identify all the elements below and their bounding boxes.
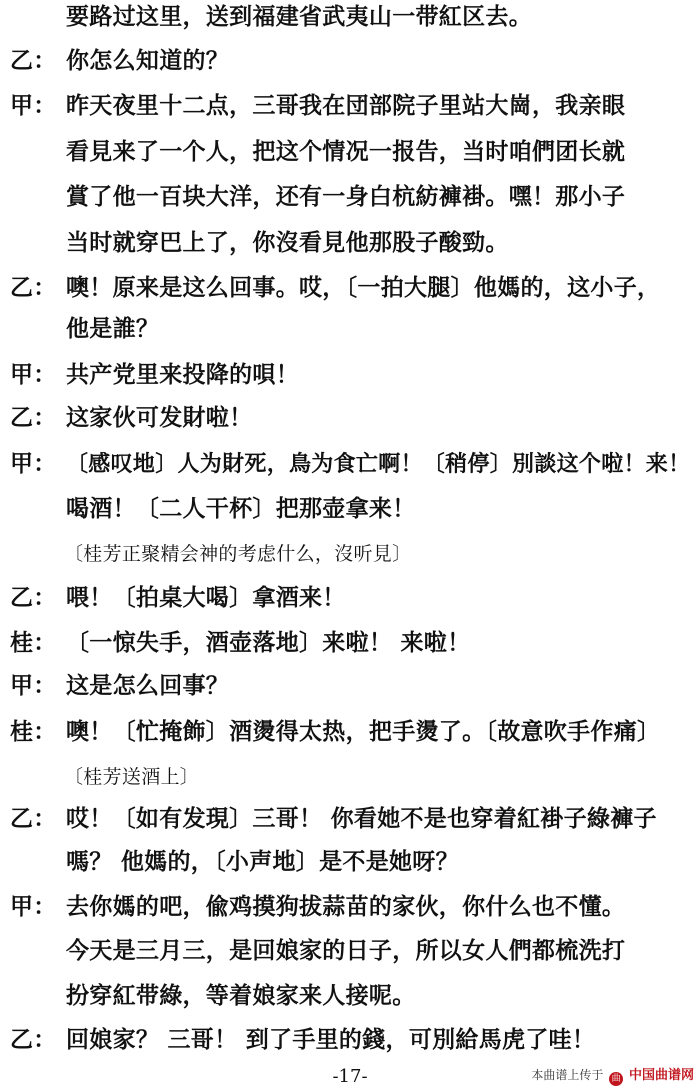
speaker-label: 桂： [10, 629, 57, 656]
line-text: 扮穿紅带綠，等着娘家来人接呢。 [66, 982, 416, 1009]
speaker-label: 甲： [10, 92, 57, 119]
line-text: 去你媽的吧，偸鸡摸狗拔蒜苗的家伙，你什么也不懂。 [66, 893, 626, 920]
line-text: 当时就穿巴上了，你沒看見他那股子酸勁。 [66, 229, 509, 256]
line-text: 喂！〔拍桌大喝〕拿酒来！ [66, 584, 346, 611]
speaker-label: 桂： [10, 718, 57, 745]
speaker-label: 甲： [10, 361, 57, 388]
line-text: 看見来了一个人，把这个情况一报告，当时咱們团长就 [66, 138, 626, 165]
stage-direction: 〔桂芳正聚精会神的考虑什么，沒听見〕 [64, 543, 412, 565]
line-text: 噢！〔忙掩飾〕酒燙得太热，把手燙了。〔故意吹手作痛〕 [66, 718, 661, 745]
stage-direction: 〔桂芳送酒上〕 [64, 766, 200, 788]
line-text: 共产党里来投降的唄！ [66, 361, 299, 388]
page-number: -17- [332, 1066, 368, 1087]
watermark-prefix: 本曲谱上传于 [531, 1068, 604, 1082]
site-logo-icon: 曲 [609, 1072, 623, 1086]
line-text: 回娘家？ 三哥！ 到了手里的錢，可別給馬虎了哇！ [66, 1026, 596, 1053]
speaker-label: 乙： [10, 1026, 57, 1053]
speaker-label: 乙： [10, 805, 57, 832]
speaker-label: 甲： [10, 893, 57, 920]
line-text: 哎！〔如有发現〕三哥！ 你看她不是也穿着紅褂子綠褲子 [66, 805, 657, 832]
line-text: 要路过这里，送到福建省武夷山一带紅区去。 [66, 3, 532, 30]
line-text: 这是怎么回事？ [66, 672, 230, 699]
line-text: 喝酒！〔二人干杯〕把那壶拿来！ [66, 495, 416, 522]
watermark-brand: 中国曲谱网 [628, 1068, 694, 1083]
speaker-label: 乙： [10, 404, 57, 431]
line-text: 嗎？ 他媽的，〔小声地〕是不是她呀？ [66, 848, 459, 875]
line-text: 〔感叹地〕人为財死，鳥为食亡啊！〔稍停〕別談这个啦！来！ [66, 451, 691, 477]
line-text: 今天是三月三，是回娘家的日子，所以女人們都梳洗打 [66, 937, 626, 964]
line-text: 你怎么知道的？ [66, 47, 230, 74]
speaker-label: 甲： [10, 672, 57, 699]
speaker-label: 甲： [10, 450, 57, 477]
line-text: 噢！原来是这么回事。哎，〔一拍大腿〕他媽的，这小子， [66, 274, 661, 301]
line-text: 这家伙可发財啦！ [66, 404, 253, 431]
line-text: 他是誰？ [66, 315, 160, 342]
line-text: 賞了他一百块大洋，还有一身白杭紡褲褂。嘿！那小子 [66, 183, 626, 210]
speaker-label: 乙： [10, 47, 57, 74]
line-text: 昨天夜里十二点，三哥我在団部院子里站大崗，我亲眼 [66, 92, 626, 119]
line-text: 〔一惊失手，酒壶落地〕来啦！ 来啦！ [66, 629, 471, 656]
speaker-label: 乙： [10, 584, 57, 611]
speaker-label: 乙： [10, 274, 57, 301]
watermark [531, 1066, 694, 1086]
